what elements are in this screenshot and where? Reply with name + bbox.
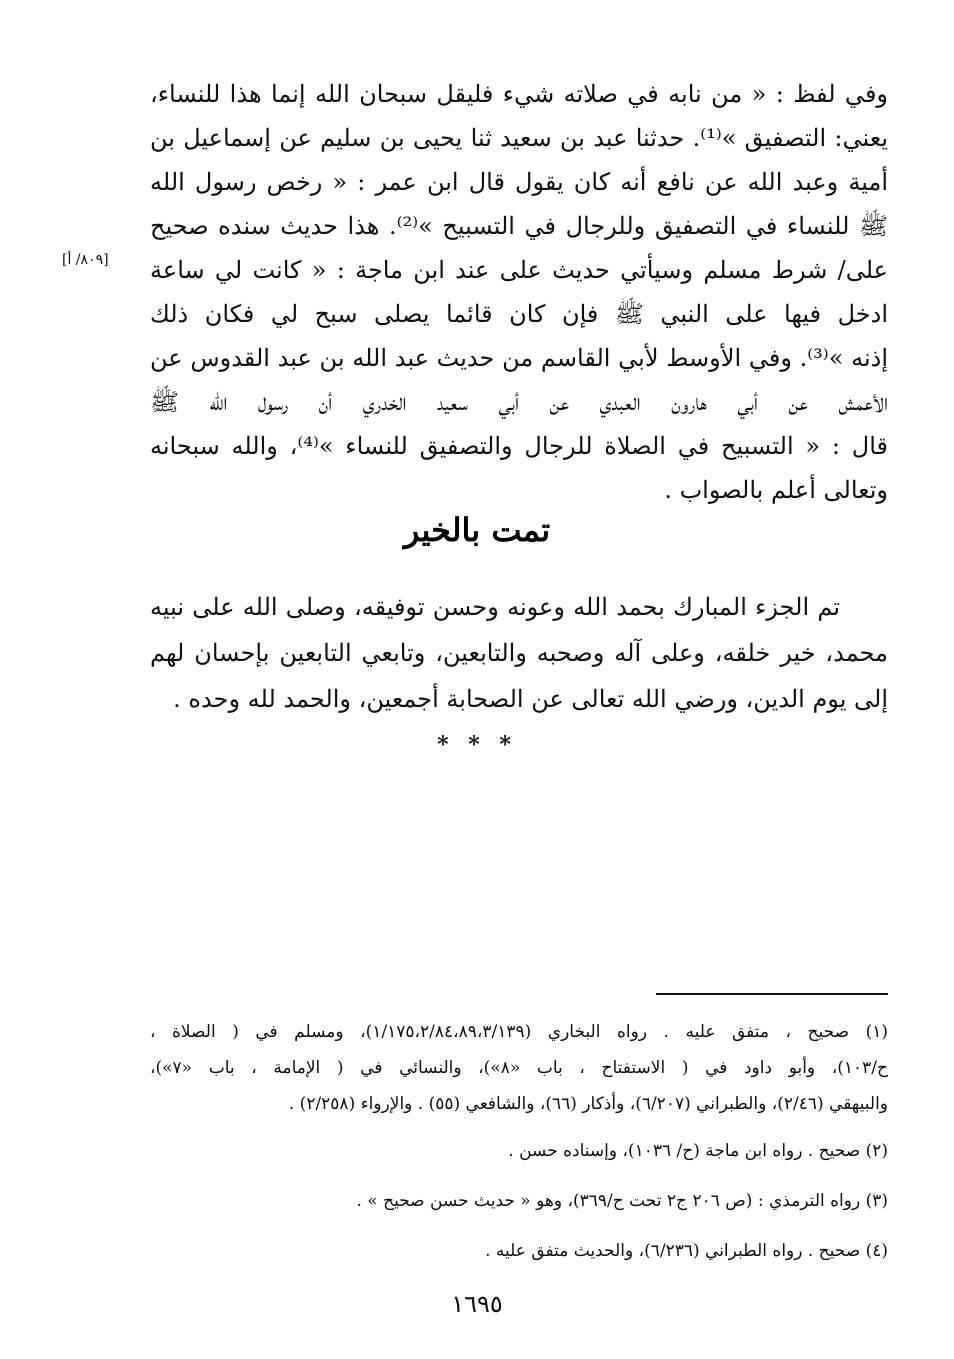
text-line: ﷺ للنساء في التصفيق وللرجال في التسبيح »⁽²⁾. هذا حديث سنده صحيح [150, 212, 888, 240]
closing-line: إلى يوم الدين، ورضي الله تعالى عن الصحابة أجمعين، والحمد لله وحده . [173, 685, 888, 713]
closing-line: محمد، خير خلقه، وعلى آله وصحبه والتابعين، وتابعي التابعين بإحسان لهم [150, 639, 888, 667]
manuscript-folio-marker: [٨٠٩/ أ] [62, 252, 109, 268]
text-line: على/ شرط مسلم وسيأتي حديث على عند ابن ماجة : « كانت لي ساعة [150, 256, 888, 284]
footnote-1 [150, 1014, 888, 1122]
page-number: ١٦٩٥ [451, 1290, 503, 1318]
section-heading: تمت بالخير [403, 511, 551, 549]
footnote-3: (٣) رواه الترمذي : (ص ٢٠٦ ج٢ تحت ح/٣٦٩)، وهو « حديث حسن صحيح » . [356, 1191, 888, 1211]
footnote-line: والبيهقي (٢/٤٦)، والطبراني (٦/٢٠٧)، وأذكار (٦٦)، والشافعي (٥٥) . والإرواء (٢/٢٥٨) . [288, 1094, 888, 1114]
closing-paragraph [150, 584, 888, 722]
text-line: الأعمش عن أبي هارون العبدي عن أبي سعيد الخدري أن رسول الله ﷺ [150, 388, 888, 416]
text-line: أمية وعبد الله عن نافع أنه كان يقول قال ابن عمر : « رخص رسول الله [150, 168, 888, 196]
text-line: وفي لفظ : « من نابه في صلاته شيء فليقل سبحان الله إنما هذا للنساء، [150, 80, 888, 108]
footnote-4: (٤) صحيح . رواه الطبراني (٦/٢٣٦)، والحديث متفق عليه . [485, 1241, 888, 1261]
section-separator-stars: * * * [437, 732, 517, 758]
text-line: إذنه »⁽³⁾. وفي الأوسط لأبي القاسم من حديث عبد الله بن عبد القدوس عن [150, 344, 889, 372]
main-text-block [150, 72, 888, 512]
footnote-line: ح/١٠٣)، وأبو داود في ( الاستفتاح ، باب «٨»)، والنسائي في ( الإمامة ، باب «٧»)، [150, 1058, 888, 1078]
text-line: يعني: التصفيق »⁽¹⁾. حدثنا عبد بن سعيد ثنا يحيى بن سليم عن إسماعيل بن [150, 124, 889, 152]
text-line: وتعالى أعلم بالصواب . [664, 476, 888, 504]
text-line: ادخل فيها على النبي ﷺ فإن كان قائما يصلى سبح لي فكان ذلك [150, 300, 888, 328]
footnotes-block [150, 1014, 888, 1276]
footnote-2: (٢) صحيح . رواه ابن ماجة (ح/ ١٠٣٦)، وإسناده حسن . [508, 1141, 888, 1161]
footnote-line: (١) صحيح ، متفق عليه . رواه البخاري (١/١٧٥،٢/٨٤،٨٩،٣/١٣٩)، ومسلم في ( الصلاة ، [150, 1022, 888, 1042]
footnote-divider [656, 993, 888, 995]
text-line: قال : « التسبيح في الصلاة للرجال والتصفيق للنساء »⁽⁴⁾، والله سبحانه [150, 432, 889, 460]
closing-line: تم الجزء المبارك بحمد الله وعونه وحسن توفيقه، وصلى الله على نبيه [150, 593, 840, 621]
